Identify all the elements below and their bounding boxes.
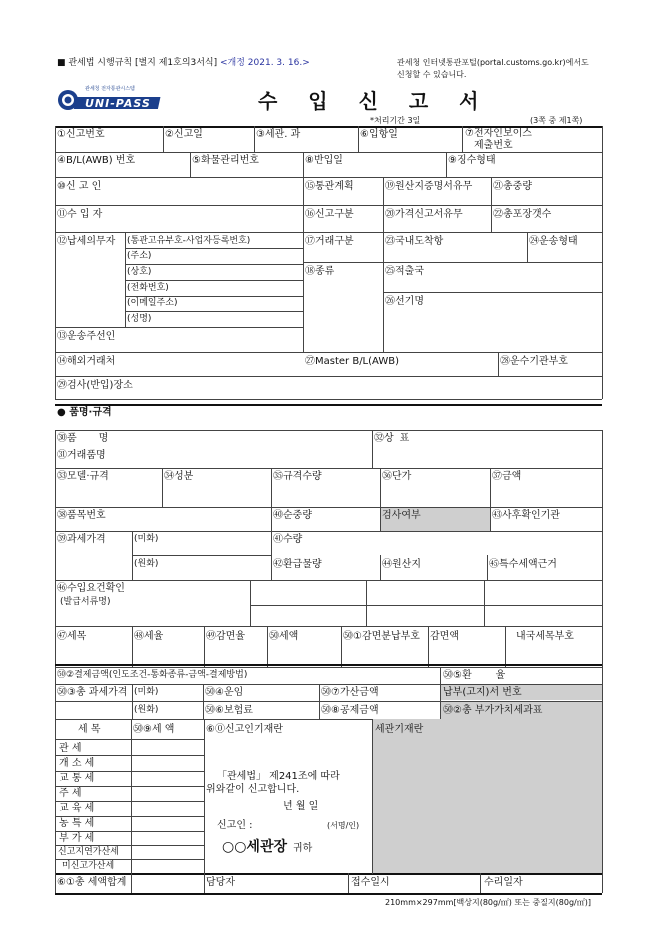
vessel-name-label: ㉖선기명 [385, 296, 424, 307]
customs-office-label: ③세관. 과 [256, 129, 301, 140]
tax-row-education: 교 육 세 [59, 803, 95, 814]
accepted-at-label: 수리일자 [484, 877, 523, 888]
amount-label: ㊲금액 [492, 471, 522, 482]
declarant-signature-label: 신고인 : [217, 820, 253, 831]
forwarder-label: ⑬운송주선인 [57, 331, 116, 342]
net-weight-label: ㊵순중량 [273, 510, 312, 521]
declaration-type-label: ⑯신고구분 [305, 209, 354, 220]
received-at-label: 접수일시 [351, 877, 390, 888]
e-invoice-label-2: 제출번호 [474, 140, 513, 151]
declaration-date: 년 월 일 [283, 801, 319, 812]
inspection-flag-label: 검사여부 [382, 510, 421, 521]
price-declaration-label: ⑳가격신고서유무 [385, 209, 463, 220]
declarant-stamp-label: ⑥⓪신고인기재란 [206, 724, 283, 735]
tax-row-traffic: 교 통 세 [59, 773, 95, 784]
declarant-label: ⑩신 고 인 [57, 181, 102, 192]
arrival-port-label: ㉓국내도착항 [385, 236, 444, 247]
total-tax-label: ⑥①총 세액합계 [57, 877, 127, 888]
origin-label: ㊹원산지 [382, 559, 421, 570]
tax-row-rural: 농 특 세 [59, 818, 95, 829]
issued-document-label: (발급서류명) [60, 597, 111, 607]
total-taxable-label: ㊿③총 과세가격 [57, 687, 128, 698]
domestic-tax-code-label: 내국세목부호 [516, 631, 574, 642]
cargo-number-label: ⑤화물관리번호 [192, 155, 259, 166]
tax-row-customs: 관 세 [59, 743, 82, 754]
unit-price-label: ㊱단가 [382, 471, 412, 482]
tax-rate-label: ㊽세율 [134, 631, 164, 642]
statement-line-1: 「관세법」 제241조에 따라 [217, 771, 340, 782]
tax-item-label: ㊼세목 [57, 631, 87, 642]
payment-notice-label: 납부(고지)서 번호 [443, 687, 522, 698]
statement-line-2: 위와같이 신고합니다. [206, 784, 300, 795]
taxpayer-label: ⑫납세의무자 [57, 236, 116, 247]
entry-date-label: ⑧반입일 [305, 155, 343, 166]
tax-row-liquor: 주 세 [59, 788, 82, 799]
taxpayer-company-label: (상호) [127, 267, 152, 277]
paper-spec: 210mm×297mm[백상지(80g/㎡) 또는 중질지(80g/㎡)] [385, 898, 591, 907]
deduction-label: ㊿⑧공제금액 [321, 705, 379, 716]
processing-period: *처리기간 3일 [370, 116, 421, 125]
taxpayer-rep-label: (성명) [127, 314, 152, 324]
model-spec-label: ㉝모델·규격 [57, 471, 109, 482]
reduction-rate-label: ㊾감면율 [206, 631, 245, 642]
reduction-code-label: ㊿①감면분납부호 [343, 631, 420, 642]
form-rule-reference: ■ 관세법 시행규칙 [별지 제1호의3서식] <개정 2021. 3. 16.> [57, 58, 310, 68]
inspection-place-label: ㉙검사(반입)장소 [57, 380, 133, 391]
customs-use-label: 세관기재란 [375, 724, 424, 735]
addressee: ○○세관장 귀하 [222, 839, 313, 855]
trade-name-label: ㉛거래품명 [57, 450, 106, 461]
master-bl-label: ㉗Master B/L(AWB) [305, 356, 399, 367]
online-notice-2: 신청할 수 있습니다. [397, 70, 467, 79]
revision-date: <개정 2021. 3. 16.> [220, 58, 310, 68]
package-count-label: ㉒총포장갯수 [493, 209, 552, 220]
export-country-label: ㉕적출국 [385, 266, 424, 277]
unipass-logo [57, 85, 165, 115]
item-name-label: ㉚품 명 [57, 433, 109, 444]
page-info: (3쪽 중 제1쪽) [530, 116, 583, 125]
exchange-rate-label: ㊿⑤환 율 [443, 670, 506, 681]
e-invoice-label: ⑦전자인보이스 [465, 128, 532, 139]
vat-base-label: ㊿②총 부가가치세과표 [443, 705, 543, 716]
declaration-number-label: ①신고번호 [57, 129, 105, 140]
carrier-code-label: ㉘운수기관부호 [500, 356, 568, 367]
importer-label: ⑪수 입 자 [57, 209, 103, 220]
total-usd-label: (미화) [134, 687, 159, 697]
clearance-plan-label: ⑮통관계획 [305, 181, 354, 192]
tax-row-vat: 부 가 세 [59, 833, 95, 844]
arrival-date-label: ⑥입항일 [360, 129, 398, 140]
spec-quantity-label: ㉟규격수량 [273, 471, 322, 482]
bl-number-label: ④B/L(AWB) 번호 [57, 155, 136, 166]
overseas-partner-label: ⑭해외거래처 [57, 356, 116, 367]
refund-quantity-label: ㊷환급물량 [273, 559, 322, 570]
form-title: 수 입 신 고 서 [258, 89, 491, 113]
taxpayer-id-label: (통관고유부호-사업자등록번호) [127, 236, 251, 246]
tax-row-excise: 개 소 세 [59, 758, 95, 769]
transport-mode-label: ㉔운송형태 [529, 236, 578, 247]
additional-amount-label: ㊿⑦가산금액 [321, 687, 379, 698]
origin-certificate-label: ⑲원산지증명서유무 [385, 181, 473, 192]
taxable-value-label: ㊴과세가격 [57, 534, 106, 545]
freight-label: ㊿④운임 [205, 687, 244, 698]
total-krw-label: (원화) [134, 705, 159, 715]
import-requirement-label: ㊻수입요건확인 [57, 583, 125, 594]
taxable-krw-label: (원화) [134, 559, 159, 569]
tax-column-header: 세 목 [78, 724, 101, 735]
logo-caption: 관세청 전자통관시스템 [85, 86, 135, 92]
component-label: ㉞성분 [164, 471, 194, 482]
officer-label: 담당자 [206, 877, 235, 888]
taxable-usd-label: (미화) [134, 534, 159, 544]
tax-row-undeclared-penalty: 미신고가산세 [62, 861, 115, 871]
tax-amount-label: ㊿세액 [269, 631, 299, 642]
taxpayer-address-label: (주소) [127, 251, 152, 261]
logo-text: UNI-PASS [85, 97, 151, 110]
reduction-amount-label: 감면액 [430, 631, 459, 642]
items-section-title: ● 품명·규격 [57, 407, 112, 418]
collection-type-label: ⑨징수형태 [448, 155, 496, 166]
taxpayer-email-label: (이메일주소) [127, 298, 178, 308]
taxpayer-phone-label: (전화번호) [127, 283, 169, 293]
sign-seal-label: (서명/인) [327, 821, 360, 830]
tax-row-late-penalty: 신고지연가산세 [58, 847, 119, 857]
special-tax-basis-label: ㊺특수세액근거 [489, 559, 557, 570]
brand-label: ㉜상 표 [374, 433, 410, 444]
tax-amount-column-header: ㊿⑨세 액 [133, 724, 175, 735]
declaration-date-label: ②신고일 [165, 129, 203, 140]
gross-weight-label: ㉑총중량 [493, 181, 532, 192]
post-check-agency-label: ㊸사후확인기관 [492, 510, 560, 521]
customs-use-shaded [372, 719, 602, 874]
kind-label: ⑱종류 [305, 266, 335, 277]
transaction-type-label: ⑰거래구분 [305, 236, 354, 247]
insurance-label: ㊿⑥보험료 [205, 705, 253, 716]
hs-code-label: ㊳품목번호 [57, 510, 106, 521]
payment-amount-label: ㊿②결제금액(인도조건-통화종류-금액-결제방법) [57, 670, 248, 680]
quantity-label: ㊶수량 [273, 534, 303, 545]
online-notice-1: 관세청 인터넷통관포털(portal.customs.go.kr)에서도 [397, 58, 589, 67]
